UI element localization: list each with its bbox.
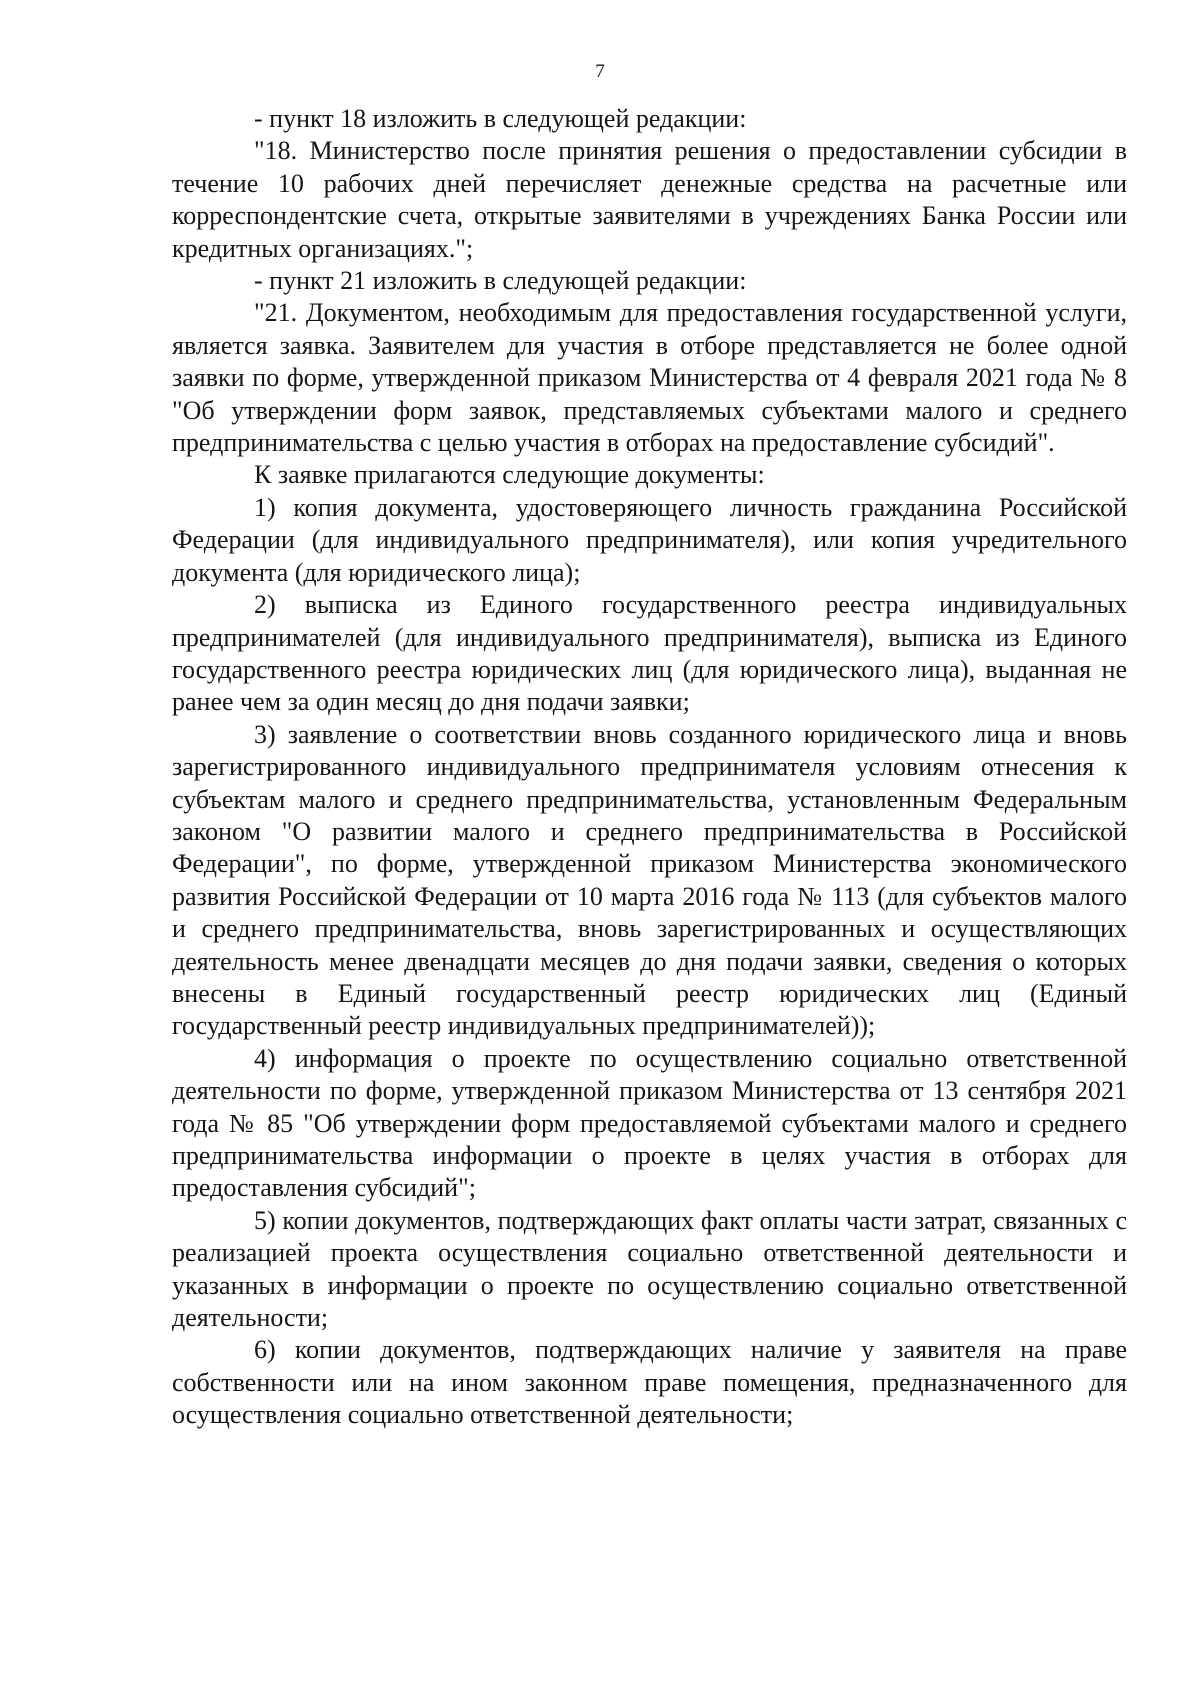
document-body bbox=[172, 103, 1127, 1432]
list-item-4: 4) информация о проекте по осуществлению социально ответственной деятельности по форме, утвержденной приказом Министерства от 13 сентября 2021 года № 85 "Об утверждении форм предоставляемой субъектами малого и среднего предпринимательства информации о проекте в целях участия в отборах для предоставления субсидий"; bbox=[172, 1043, 1127, 1203]
page-number: 7 bbox=[595, 61, 605, 82]
list-item-1: 1) копия документа, удостоверяющего личность гражданина Российской Федерации (для индивидуального предпринимателя), или копия учредительного документа (для юридического лица); bbox=[172, 492, 1127, 587]
paragraph-amend-item-18: - пункт 18 изложить в следующей редакции: bbox=[254, 104, 747, 133]
paragraph-item-18-text: "18. Министерство после принятия решения о предоставлении субсидии в течение 10 рабочих дней перечисляет денежные средства на расчетные или корреспондентские счета, открытые заявителями в учреждениях Банка России или кредитных организациях."; bbox=[172, 136, 1127, 263]
list-item-6: 6) копии документов, подтверждающих наличие у заявителя на праве собственности или на ином законном праве помещения, предназначенного для осуществления социально ответственной деятельности; bbox=[172, 1335, 1127, 1430]
list-item-2: 2) выписка из Единого государственного реестра индивидуальных предпринимателей (для индивидуального предпринимателя), выписка из Единого государственного реестра юридических лиц (для юридического лица), выданная не ранее чем за один месяц до дня подачи заявки; bbox=[172, 590, 1127, 717]
paragraph-item-21-text: "21. Документом, необходимым для предоставления государственной услуги, является заявка. Заявителем для участия в отборе представляется не более одной заявки по форме, утвержденной приказом Министерства от 4 февраля 2021 года № 8 "Об утверждении форм заявок, представляемых субъектами малого и среднего предпринимательства с целью участия в отборах на предоставление субсидий". bbox=[172, 298, 1127, 458]
paragraph-amend-item-21: - пункт 21 изложить в следующей редакции: bbox=[254, 266, 747, 296]
list-item-3: 3) заявление о соответствии вновь созданного юридического лица и вновь зарегистрированного индивидуального предпринимателя условиям отнесения к субъектам малого и среднего предпринимательства, установленным Федеральным законом "О развитии малого и среднего предпринимательства в Российской Федерации", по форме, утвержденной приказом Министерства экономического развития Российской Федерации от 10 марта 2016 года № 113 (для субъектов малого и среднего предпринимательства, вновь зарегистрированных и осуществляющих деятельность менее двенадцати месяцев до дня подачи заявки, сведения о которых внесены в Единый государственный реестр юридических лиц (Единый государственный реестр индивидуальных предпринимателей)); bbox=[172, 719, 1127, 1041]
paragraph-documents-intro: К заявке прилагаются следующие документы: bbox=[254, 460, 765, 490]
list-item-5: 5) копии документов, подтверждающих факт оплаты части затрат, связанных с реализацией проекта осуществления социально ответственной деятельности и указанных в информации о проекте по осуществлению социально ответственной деятельности; bbox=[172, 1205, 1127, 1333]
